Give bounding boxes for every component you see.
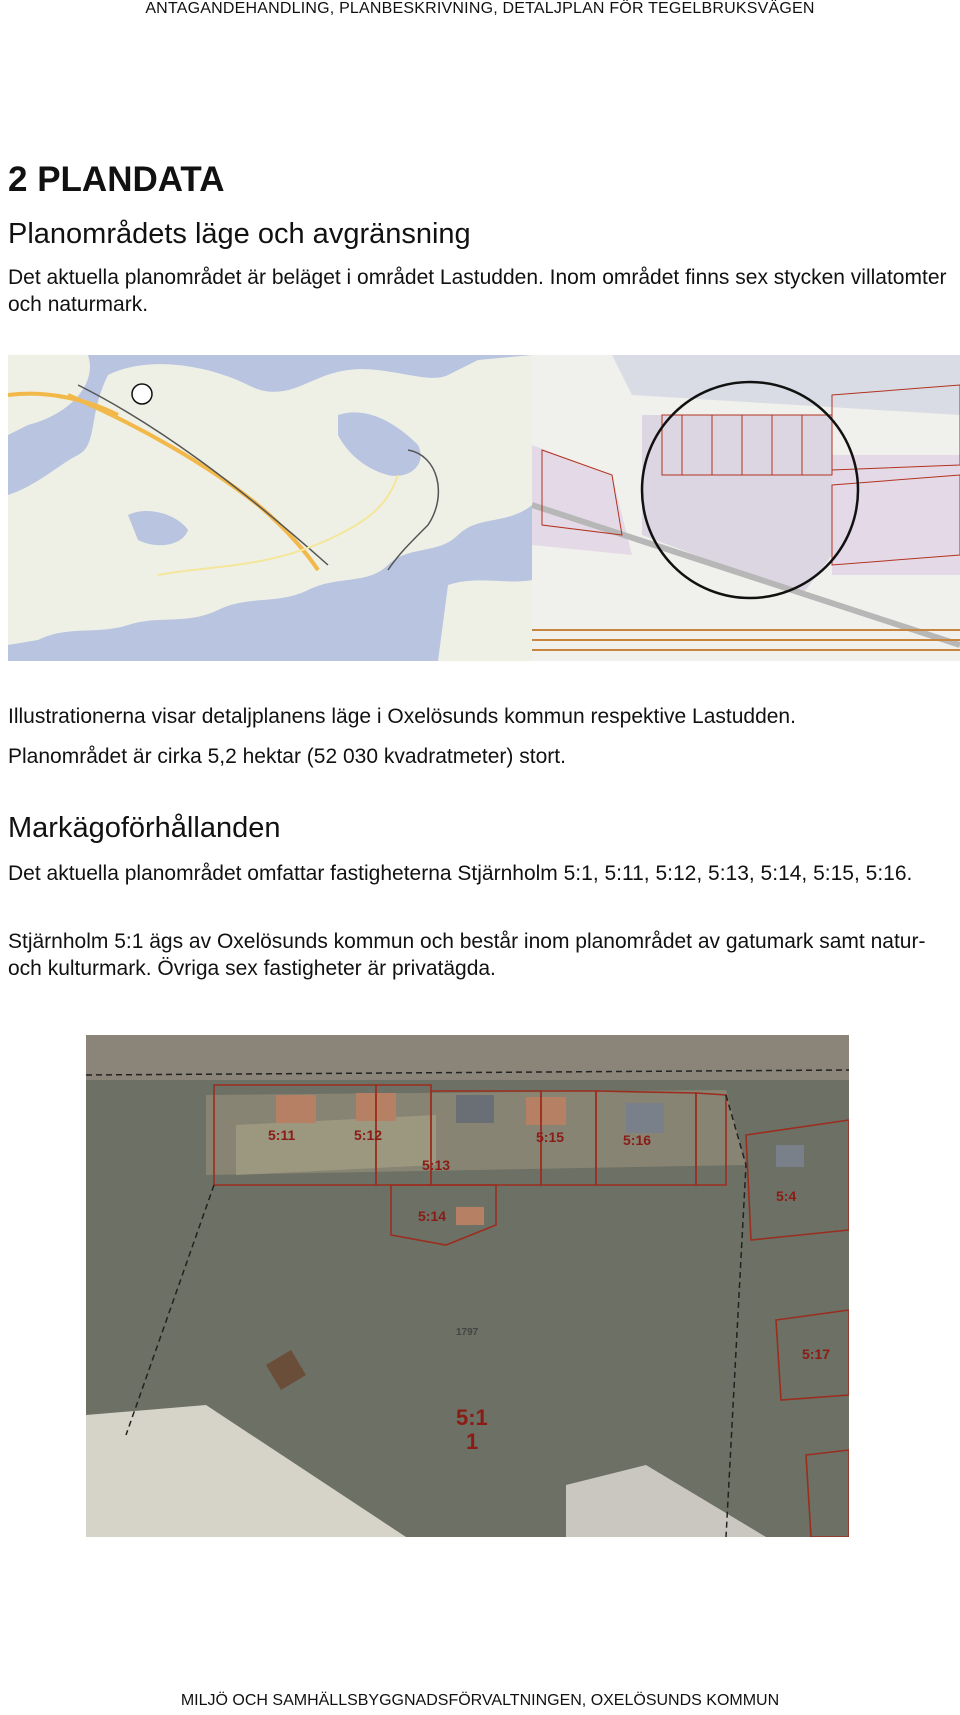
label-516: 5:16 bbox=[623, 1132, 652, 1148]
location-paragraph: Det aktuella planområdet är beläget i området Lastudden. Inom området finns sex stycken villatomter och naturmark. bbox=[8, 266, 947, 316]
area-paragraph: Planområdet är cirka 5,2 hektar (52 030 kvadratmeter) stort. bbox=[8, 745, 566, 768]
page-footer: MILJÖ OCH SAMHÄLLSBYGGNADSFÖRVALTNINGEN, OXELÖSUNDS KOMMUN bbox=[180, 1692, 780, 1709]
label-515: 5:15 bbox=[536, 1129, 565, 1145]
label-1797: 1797 bbox=[456, 1327, 479, 1338]
map-caption: Illustrationerna visar detaljplanens läge i Oxelösunds kommun respektive Lastudden. bbox=[8, 705, 796, 728]
page-header: ANTAGANDEHANDLING, PLANBESKRIVNING, DETALJPLAN FÖR TEGELBRUKSVÄGEN bbox=[145, 0, 815, 17]
subsection-title-location: Planområdets läge och avgränsning bbox=[8, 218, 471, 250]
label-517: 5:17 bbox=[802, 1346, 831, 1362]
label-514: 5:14 bbox=[418, 1208, 447, 1224]
aerial-photo bbox=[86, 1035, 849, 1537]
label-512: 5:12 bbox=[354, 1127, 383, 1143]
label-51: 5:1 bbox=[456, 1405, 488, 1430]
ownership-paragraph-1: Det aktuella planområdet omfattar fastigheterna Stjärnholm 5:1, 5:11, 5:12, 5:13, 5:14, 5:15, 5:16. bbox=[8, 862, 913, 885]
section-title: 2 PLANDATA bbox=[8, 160, 225, 199]
subsection-title-ownership: Markägoförhållanden bbox=[8, 812, 281, 844]
detail-map bbox=[532, 355, 960, 661]
label-513: 5:13 bbox=[422, 1157, 451, 1173]
ownership-paragraph-2: Stjärnholm 5:1 ägs av Oxelösunds kommun och består inom planområdet av gatumark samt natur- och kulturmark. Övriga sex fastigheter är privatägda. bbox=[8, 930, 926, 980]
label-511: 5:11 bbox=[268, 1127, 296, 1143]
overview-map bbox=[8, 355, 532, 661]
label-51-sub: 1 bbox=[466, 1429, 479, 1454]
label-54: 5:4 bbox=[776, 1188, 797, 1204]
